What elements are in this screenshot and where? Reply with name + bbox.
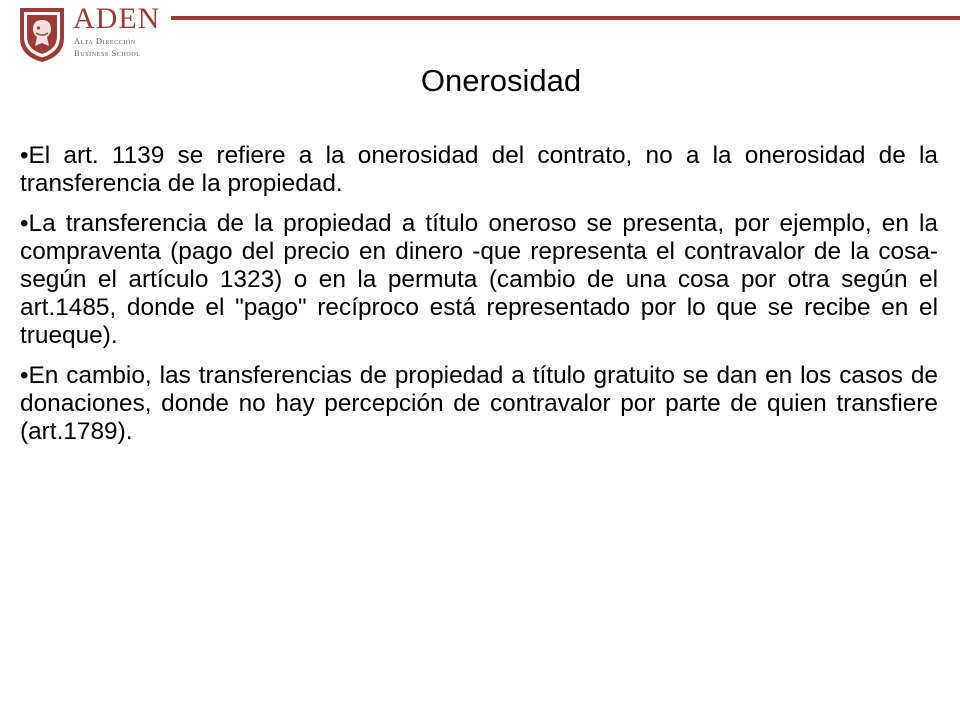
bullet-paragraph: •La transferencia de la propiedad a título oneroso se presenta, por ejemplo, en la compraventa (pago del precio en dinero -que representa el contravalor de la cosa- según el artículo 1323) o en la permuta (cambio de una cosa por otra según el art.1485, donde el "pago" recíproco está representado por lo que se recibe en el trueque). [20, 210, 938, 349]
aden-crest-icon [16, 4, 68, 64]
header-rule [171, 16, 960, 20]
aden-logo [16, 4, 166, 66]
slide-title: Onerosidad [420, 63, 582, 98]
bullet-paragraph: •En cambio, las transferencias de propiedad a título gratuito se dan en los casos de donaciones, donde no hay percepción de contravalor por parte de quien transfiere (art.1789). [20, 362, 938, 445]
logo-wordmark: ADEN [73, 2, 161, 35]
bullet-paragraph: •El art. 1139 se refiere a la onerosidad del contrato, no a la onerosidad de la transferencia de la propiedad. [20, 142, 938, 197]
logo-tagline-line1: Alta Dirección [74, 36, 136, 46]
slide-body [20, 142, 938, 458]
logo-tagline-line2: Business School [74, 48, 141, 58]
